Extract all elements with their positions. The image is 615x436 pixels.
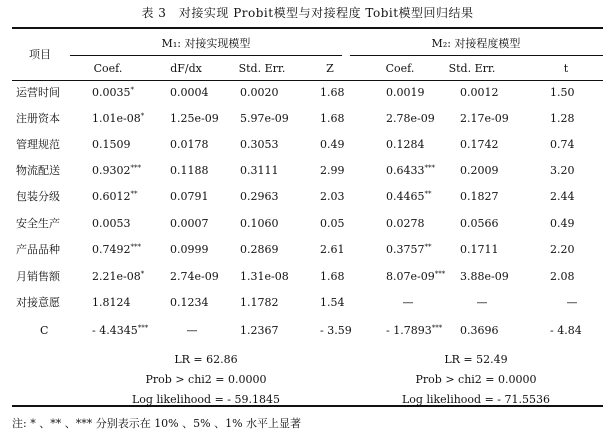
row-label: 安全生产 bbox=[16, 217, 60, 230]
m2-coef-cell: 0.0278 bbox=[386, 217, 425, 230]
row-label: 注册资本 bbox=[16, 112, 60, 125]
m2-t-cell: 2.08 bbox=[550, 270, 575, 283]
m1-coef-cell: 0.6012** bbox=[92, 190, 138, 203]
m2-t-cell: 0.74 bbox=[550, 138, 575, 151]
table-title: 表 3 对接实现 Probit模型与对接程度 Tobit模型回归结果 bbox=[141, 6, 474, 20]
m1-lr: LR = 62.86 bbox=[174, 353, 238, 366]
m1-se-cell: 0.3111 bbox=[240, 164, 279, 177]
m1-z-cell: 2.61 bbox=[320, 243, 345, 256]
row-label: 运营时间 bbox=[16, 86, 60, 99]
m1-col-dfdx: dF/dx bbox=[170, 62, 202, 75]
m2-se-cell: 3.88e-09 bbox=[460, 270, 509, 283]
m2-se-cell: 0.1742 bbox=[460, 138, 499, 151]
m2-t-cell: 0.49 bbox=[550, 217, 575, 230]
m1-z-cell: 1.68 bbox=[320, 86, 345, 99]
m1-se-cell: 0.3053 bbox=[240, 138, 279, 151]
m2-group-header: M₂: 对接程度模型 bbox=[431, 37, 521, 50]
m1-se-cell: 0.0020 bbox=[240, 86, 279, 99]
m1-coef-cell: 0.0035* bbox=[92, 86, 134, 99]
m1-coef-cell: - 4.4345*** bbox=[92, 324, 149, 337]
significance-mark: *** bbox=[130, 243, 141, 251]
significance-mark: *** bbox=[137, 324, 149, 332]
m1-col-coef: Coef. bbox=[93, 62, 123, 75]
m1-se-cell: 5.97e-09 bbox=[240, 112, 289, 125]
table-note: 注: * 、** 、*** 分别表示在 10% 、5% 、1% 水平上显著 bbox=[12, 417, 302, 430]
m1-z-cell: 0.05 bbox=[320, 217, 345, 230]
m2-group-rule bbox=[350, 55, 603, 56]
m2-coef-cell: 0.4465** bbox=[386, 190, 432, 203]
m1-se-cell: 0.2869 bbox=[240, 243, 279, 256]
m2-coef-cell: 0.1284 bbox=[386, 138, 425, 151]
m2-coef-cell: — bbox=[402, 296, 414, 309]
row-label: 物流配送 bbox=[16, 164, 60, 177]
m1-se-cell: 1.1782 bbox=[240, 296, 279, 309]
m2-col-coef: Coef. bbox=[385, 62, 415, 75]
m1-z-cell: 2.99 bbox=[320, 164, 345, 177]
m2-se-cell: 0.0566 bbox=[460, 217, 499, 230]
m1-se-cell: 1.2367 bbox=[240, 324, 279, 337]
m1-dfdx-cell: 0.1188 bbox=[170, 164, 209, 177]
significance-mark: *** bbox=[424, 164, 435, 172]
m1-col-se: Std. Err. bbox=[238, 62, 286, 75]
m2-col-se: Std. Err. bbox=[448, 62, 496, 75]
m2-se-cell: 0.2009 bbox=[460, 164, 499, 177]
m1-coef-cell: 0.9302*** bbox=[92, 164, 141, 177]
m1-z-cell: - 3.59 bbox=[320, 324, 352, 337]
m1-dfdx-cell: 0.0007 bbox=[170, 217, 209, 230]
m2-t-cell: 2.20 bbox=[550, 243, 575, 256]
significance-mark: * bbox=[140, 270, 145, 278]
m2-prob: Prob > chi2 = 0.0000 bbox=[415, 373, 537, 386]
project-header: 项目 bbox=[29, 48, 51, 61]
m2-lr: LR = 52.49 bbox=[444, 353, 508, 366]
m1-coef-cell: 0.0053 bbox=[92, 217, 131, 230]
m2-se-cell: — bbox=[476, 296, 488, 309]
significance-mark: *** bbox=[434, 270, 446, 278]
m2-loglik: Log likelihood = - 71.5536 bbox=[402, 393, 550, 406]
m1-coef-cell: 0.1509 bbox=[92, 138, 131, 151]
m1-dfdx-cell: 0.0999 bbox=[170, 243, 209, 256]
m1-prob: Prob > chi2 = 0.0000 bbox=[145, 373, 267, 386]
m2-col-t: t bbox=[563, 62, 569, 75]
m2-se-cell: 0.3696 bbox=[460, 324, 499, 337]
m2-se-cell: 0.1827 bbox=[460, 190, 499, 203]
m2-se-cell: 0.0012 bbox=[460, 86, 499, 99]
m2-t-cell: 1.50 bbox=[550, 86, 575, 99]
row-label: 管理规范 bbox=[16, 138, 60, 151]
top-rule bbox=[12, 27, 603, 29]
row-label: 对接意愿 bbox=[16, 296, 60, 309]
row-label: 包装分级 bbox=[16, 190, 60, 203]
m1-se-cell: 0.2963 bbox=[240, 190, 279, 203]
m1-coef-cell: 1.8124 bbox=[92, 296, 131, 309]
m1-z-cell: 1.68 bbox=[320, 270, 345, 283]
m2-coef-cell: - 1.7893*** bbox=[386, 324, 443, 337]
m1-dfdx-cell: 2.74e-09 bbox=[170, 270, 219, 283]
m2-coef-cell: 0.3757** bbox=[386, 243, 432, 256]
significance-mark: *** bbox=[431, 324, 443, 332]
m1-col-z: Z bbox=[326, 62, 334, 75]
m1-loglik: Log likelihood = - 59.1845 bbox=[132, 393, 280, 406]
m2-t-cell: 2.44 bbox=[550, 190, 575, 203]
m2-coef-cell: 0.0019 bbox=[386, 86, 425, 99]
row-label: C bbox=[40, 324, 49, 337]
m1-dfdx-cell: 1.25e-09 bbox=[170, 112, 219, 125]
row-label: 产品品种 bbox=[16, 243, 60, 256]
m1-se-cell: 0.1060 bbox=[240, 217, 279, 230]
m1-coef-cell: 2.21e-08* bbox=[92, 270, 145, 283]
m2-se-cell: 2.17e-09 bbox=[460, 112, 509, 125]
m1-coef-cell: 0.7492*** bbox=[92, 243, 141, 256]
m1-dfdx-cell: 0.0004 bbox=[170, 86, 209, 99]
m2-se-cell: 0.1711 bbox=[460, 243, 499, 256]
m1-dfdx-cell: 0.1234 bbox=[170, 296, 209, 309]
m2-coef-cell: 0.6433*** bbox=[386, 164, 435, 177]
m1-z-cell: 1.54 bbox=[320, 296, 345, 309]
m1-dfdx-cell: 0.0791 bbox=[170, 190, 209, 203]
row-label: 月销售额 bbox=[16, 270, 60, 283]
significance-mark: ** bbox=[130, 190, 138, 198]
m1-group-header: M₁: 对接实现模型 bbox=[161, 37, 251, 50]
m2-t-cell: — bbox=[566, 296, 578, 309]
m1-se-cell: 1.31e-08 bbox=[240, 270, 289, 283]
m1-dfdx-cell: 0.0178 bbox=[170, 138, 209, 151]
m1-coef-cell: 1.01e-08* bbox=[92, 112, 145, 125]
m1-z-cell: 1.68 bbox=[320, 112, 345, 125]
m1-group-rule bbox=[70, 55, 342, 56]
significance-mark: ** bbox=[424, 243, 432, 251]
m2-t-cell: - 4.84 bbox=[550, 324, 582, 337]
m2-coef-cell: 2.78e-09 bbox=[386, 112, 435, 125]
significance-mark: *** bbox=[130, 164, 141, 172]
significance-mark: * bbox=[140, 112, 145, 120]
m2-t-cell: 1.28 bbox=[550, 112, 575, 125]
m1-z-cell: 2.03 bbox=[320, 190, 345, 203]
significance-mark: * bbox=[130, 86, 134, 94]
header-rule bbox=[12, 80, 603, 81]
m1-z-cell: 0.49 bbox=[320, 138, 345, 151]
m2-t-cell: 3.20 bbox=[550, 164, 575, 177]
m2-coef-cell: 8.07e-09*** bbox=[386, 270, 446, 283]
m1-dfdx-cell: — bbox=[186, 324, 198, 337]
significance-mark: ** bbox=[424, 190, 432, 198]
